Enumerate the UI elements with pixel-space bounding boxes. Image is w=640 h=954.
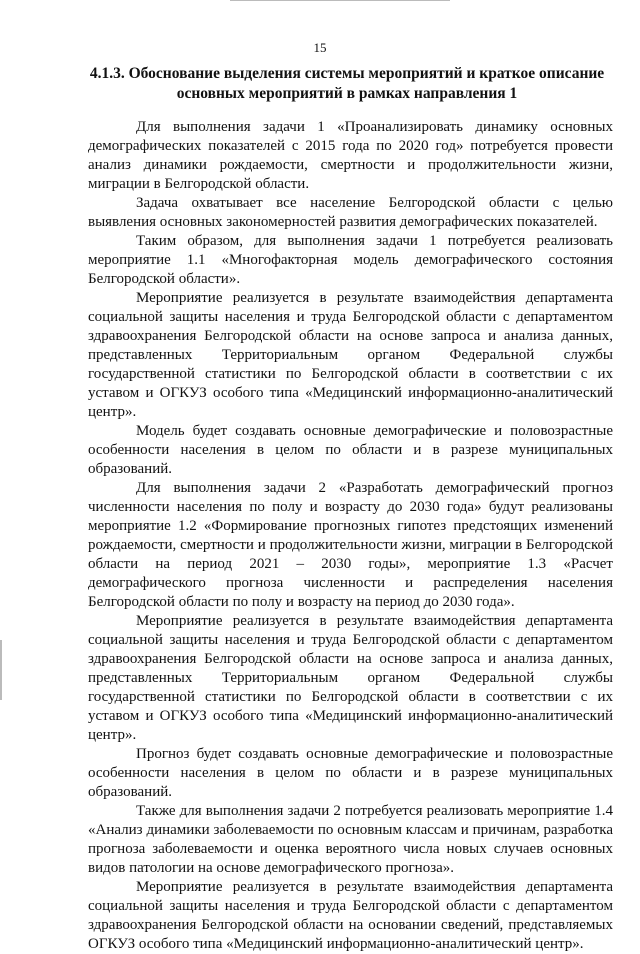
page-number: 15 (313, 40, 327, 55)
section-heading-line-2: основных мероприятий в рамках направления 1 (176, 85, 518, 102)
section-heading-line-1: 4.1.3. Обоснование выделения системы мероприятий и краткое описание (89, 65, 605, 82)
paragraph: Для выполнения задачи 2 «Разработать демографический прогноз численности населения по полу и возрасту до 2030 года» будут реализованы мероприятие 1.2 «Формирование прогнозных гипотез предстоящих изменений рождаемости, смертности и продолжительности жизни, миграции в Белгородской области на период 2021 – 2030 годы», мероприятие 1.3 «Расчет демографического прогноза численности и распределения населения Белгородской области по полу и возрасту на период до 2030 года». (88, 480, 613, 610)
scan-edge-mark-left (0, 640, 2, 700)
paragraph: Модель будет создавать основные демографические и половозрастные особенности населения в целом по области и в разрезе муниципальных образований. (88, 423, 613, 477)
paragraph: Прогноз будет создавать основные демографические и половозрастные особенности населения в целом по области и в разрезе муниципальных образований. (88, 746, 613, 800)
paragraph: Мероприятие реализуется в результате взаимодействия департамента социальной защиты населения и труда Белгородской области с департаментом здравоохранения Белгородской области на основе запроса и анализа данных, представленных Территориальным органом Федеральной службы государственной статистики по Белгородской области в соответствии с их уставом и ОГКУЗ особого типа «Медицинский информационно-аналитический центр». (88, 290, 613, 420)
paragraph: Для выполнения задачи 1 «Проанализировать динамику основных демографических показателей с 2015 года по 2020 год» потребуется провести анализ динамики рождаемости, смертности и продолжительности жизни, миграции в Белгородской области. (88, 119, 613, 192)
paragraph: Также для выполнения задачи 2 потребуется реализовать мероприятие 1.4 «Анализ динамики заболеваемости по основным классам и причинам, разработка прогноза заболеваемости и оценка вероятного числа новых случаев основных видов патологии на основе демографического прогноза». (88, 803, 613, 876)
section-heading (82, 64, 612, 104)
paragraph: Задача охватывает все население Белгородской области с целью выявления основных закономерностей развития демографических показателей. (88, 195, 613, 230)
scan-edge-mark-top (230, 0, 450, 1)
paragraph: Мероприятие реализуется в результате взаимодействия департамента социальной защиты населения и труда Белгородской области с департаментом здравоохранения Белгородской области на основе запроса и анализа данных, представленных Территориальным органом Федеральной службы государственной статистики по Белгородской области в соответствии с их уставом и ОГКУЗ особого типа «Медицинский информационно-аналитический центр». (88, 613, 613, 743)
paragraph: Мероприятие реализуется в результате взаимодействия департамента социальной защиты населения и труда Белгородской области с департаментом здравоохранения Белгородской области на основании сведений, представляемых ОГКУЗ особого типа «Медицинский информационно-аналитический центр». (88, 879, 613, 952)
body-text (88, 118, 613, 954)
paragraph: Таким образом, для выполнения задачи 1 потребуется реализовать мероприятие 1.1 «Многофакторная модель демографического состояния Белгородской области». (88, 233, 613, 287)
